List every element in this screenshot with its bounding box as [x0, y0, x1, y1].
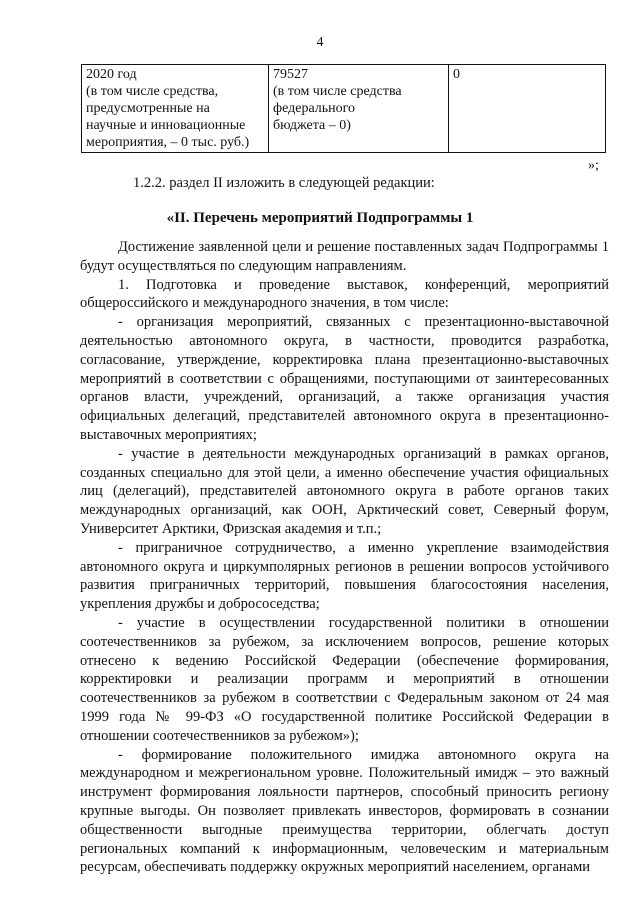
paragraph: - участие в деятельности международных организаций в рамках органов, созданных специально для этой цели, а именно обеспечение участия официальных лиц (делегаций), представителей автономного округа в работе органов таких международных организаций, как ООН, Арктический совет, Северный форум, Университет Арктики, Фризская академия и т.п.; — [80, 445, 609, 537]
section-heading: «II. Перечень мероприятий Подпрограммы 1 — [166, 210, 474, 226]
budget-table — [81, 64, 606, 153]
page-number: 4 — [316, 35, 324, 50]
cell-line: бюджета – 0) — [273, 118, 351, 133]
cell-line: (в том числе средства — [273, 84, 402, 99]
closing-quote: »; — [588, 158, 599, 173]
paragraph: - организация мероприятий, связанных с презентационно-выставочной деятельностью автономного округа, в частности, проводится разработка, согласование, утверждение, корректировка плана презентационно-выставочных мероприятий в соответствии с обращениями, поступающими от заинтересованных органов власти, учреждений, организаций, а также организация участия официальных делегаций, представителей автономного округа в презентационно-выставочных мероприятиях; — [80, 314, 609, 443]
table-row — [82, 65, 606, 153]
body-text — [80, 238, 609, 877]
table-cell-other — [449, 65, 606, 153]
paragraph: Достижение заявленной цели и решение поставленных задач Подпрограммы 1 будут осуществляться по следующим направлениям. — [80, 239, 609, 274]
cell-line: мероприятия, – 0 тыс. руб.) — [86, 135, 250, 150]
paragraph: 1. Подготовка и проведение выставок, конференций, мероприятий общероссийского и международного значения, в том числе: — [80, 276, 609, 312]
paragraph: - формирование положительного имиджа автономного округа на международном и межрегиональном уровне. Положительный имидж – это важный инструмент формирования лояльности партнеров, способный приносить региону крупные выгоды. Он позволяет привлекать инвесторов, формировать в сознании общественности выгодные преимущества территории, облегчать доступ региональных компаний к информационным, человеческим и материальным ресурсам, обеспечивать поддержку окружных мероприятий населением, органами — [80, 746, 609, 876]
table-cell-amount — [269, 65, 449, 153]
cell-line: 2020 год — [86, 67, 137, 82]
section-intro: 1.2.2. раздел II изложить в следующей редакции: — [133, 175, 435, 191]
cell-line: (в том числе средства, — [86, 84, 219, 99]
table-cell-year — [82, 65, 269, 153]
cell-line: федерального — [273, 101, 356, 116]
cell-line: научные и инновационные — [86, 118, 246, 133]
cell-line: 0 — [453, 67, 460, 82]
paragraph: - приграничное сотрудничество, а именно укрепление взаимодействия автономного округа и циркумполярных регионов в решении вопросов устойчивого развития приграничных территорий, повышения благосостояния населения, укрепления дружбы и добрососедства; — [80, 539, 609, 613]
cell-line: 79527 — [273, 67, 308, 82]
cell-line: предусмотренные на — [86, 101, 210, 116]
paragraph: - участие в осуществлении государственной политики в отношении соотечественников за рубежом, за исключением вопросов, решение которых отнесено к ведению Российской Федерации (обеспечение формирования, корректировки и реализации программ и мероприятий в отношении соотечественников за рубежом в соответствии с Федеральным законом от 24 мая 1999 года № 99-ФЗ «О государственной политике Российской Федерации в отношении соотечественников за рубежом»); — [80, 614, 609, 744]
